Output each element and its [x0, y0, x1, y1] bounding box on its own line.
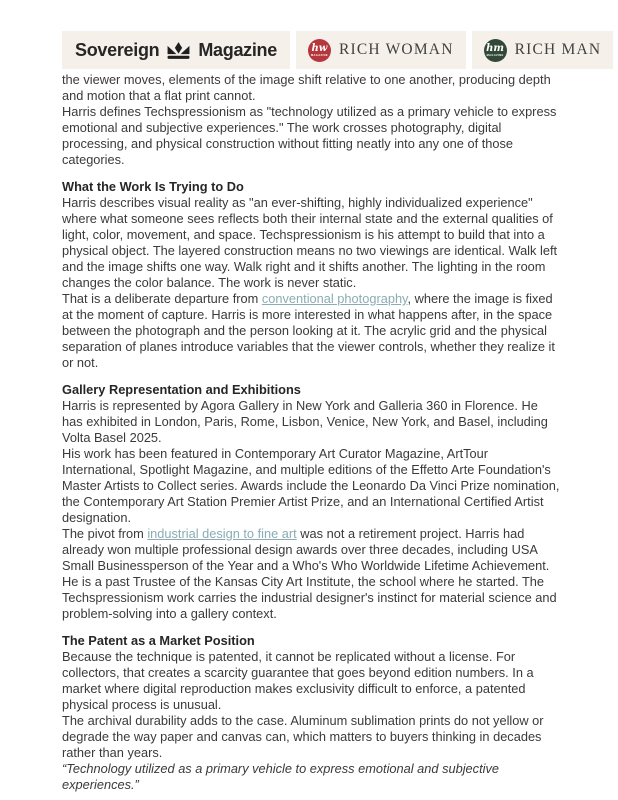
paragraph-patent: Because the technique is patented, it cannot be replicated without a license. For collectors, that creates a scarcity guarantee that goes beyond edition numbers. In a market where digital reproduction makes exclusivity difficult to enforce, a patented physical process is unusual.: [62, 649, 534, 712]
conventional-photography-link[interactable]: conventional photography: [261, 291, 408, 306]
section-heading-patent-market-position: The Patent as a Market Position: [62, 633, 255, 648]
paragraph-pivot-text-post: was not a retirement project. Harris had already won multiple professional design awards over three decades, including USA Small Businessperson of the Year and a Who's Who Worldwide Lifetime Achievement. He is a past Trustee of the Kansas City Art Institute, the school where he started. The Techspressionism work carries the industrial designer's instinct for material science and problem-solving into a gallery context.: [62, 526, 557, 621]
rich-man-title: RICH MAN: [514, 41, 602, 58]
rich-woman-badge-subtext: MAGAZINE: [310, 53, 328, 57]
article-body: [62, 72, 560, 793]
rich-woman-badge-script: hw: [311, 42, 328, 54]
rich-man-badge-icon: [484, 39, 507, 62]
paragraph-departure: [62, 291, 560, 371]
sovereign-logo-word-2: Magazine: [198, 39, 277, 60]
section-heading-what-the-work-is-trying-to-do: What the Work Is Trying to Do: [62, 179, 244, 194]
rich-man-badge-script: hm: [486, 42, 505, 54]
rich-man-badge-subtext: MAGAZINE: [486, 53, 504, 57]
paragraph-departure-text-pre: That is a deliberate departure from: [62, 291, 262, 306]
paragraph-featured-awards: His work has been featured in Contemporary Art Curator Magazine, ArtTour International, Spotlight Magazine, and multiple editions of the Effetto Arte Foundation's Master Artists to Collect series. Awards include the Leonardo Da Vinci Prize nomination, the Contemporary Art Station Premier Artist Prize, and an International Certified Artist designation.: [62, 446, 560, 525]
paragraph-pivot: [62, 526, 560, 622]
paragraph-intro-1: the viewer moves, elements of the image shift relative to one another, producing depth and motion that a flat print cannot.: [62, 72, 551, 103]
rich-woman-logo: [296, 31, 466, 69]
paragraph-pivot-text-pre: The pivot from: [62, 526, 148, 541]
paragraph-visual-reality: Harris describes visual reality as "an ever-shifting, highly individualized experience" where what someone sees reflects both their internal state and the external qualities of light, color, movement, and space. Techspressionism is his attempt to build that into a physical object. The layered construction means no two viewings are identical. Walk left and the image shifts one way. Walk right and it shifts another. The lighting in the room changes the color balance. The work is never static.: [62, 195, 558, 290]
paragraph-representation: Harris is represented by Agora Gallery in New York and Galleria 360 in Florence. He has exhibited in London, Paris, Rome, Lisbon, Venice, New York, and Basel, including Volta Basel 2025.: [62, 398, 548, 445]
sovereign-magazine-logo: [62, 31, 290, 69]
paragraph-departure-text-post: , where the image is fixed at the moment of capture. Harris is more interested in what happens after, in the space between the photograph and the person looking at it. The acrylic grid and the physical separation of planes introduce variables that the viewer controls, whether they realize it or not.: [62, 291, 555, 370]
pull-quote: “Technology utilized as a primary vehicle to express emotional and subjective experiences.”: [62, 761, 499, 792]
industrial-design-link[interactable]: industrial design to fine art: [147, 526, 297, 541]
rich-woman-title: RICH WOMAN: [338, 41, 454, 58]
rich-man-logo: [472, 31, 614, 69]
paragraph-archival: The archival durability adds to the case. Aluminum sublimation prints do not yellow or degrade the way paper and canvas can, which matters to buyers thinking in decades rather than years.: [62, 713, 544, 760]
paragraph-intro-2: Harris defines Techspressionism as "technology utilized as a primary vehicle to express emotional and subjective experiences." The work crosses photography, digital processing, and physical construction without fitting neatly into any one of those categories.: [62, 104, 557, 167]
sovereign-logo-word-1: Sovereign: [75, 39, 160, 60]
section-heading-gallery-representation: Gallery Representation and Exhibitions: [62, 382, 301, 397]
masthead: [62, 31, 613, 69]
crown-icon: [166, 40, 191, 61]
rich-woman-badge-icon: [308, 39, 331, 62]
